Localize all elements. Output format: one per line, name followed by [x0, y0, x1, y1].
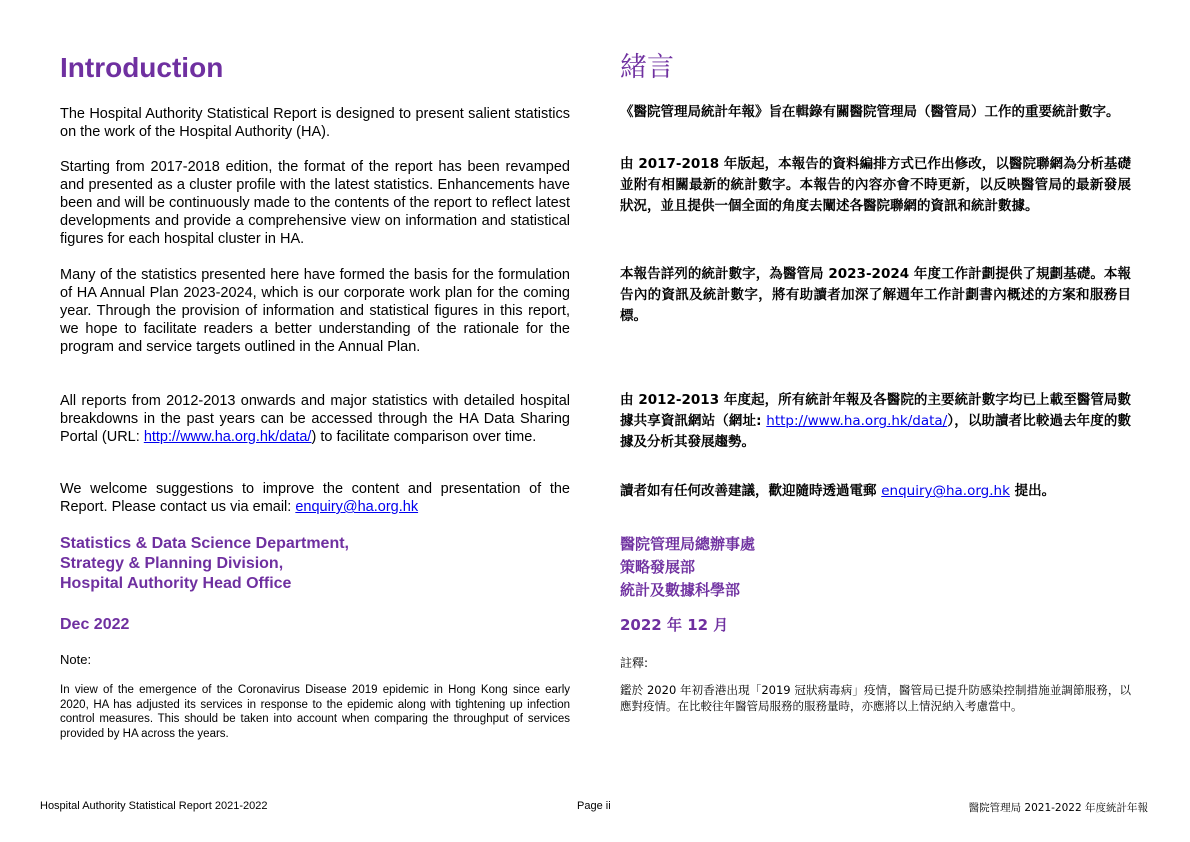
signature-line-2-chinese: 策略發展部: [620, 558, 696, 576]
english-column: [60, 48, 570, 740]
intro-paragraph-3: Many of the statistics presented here have formed the basis for the formulation of HA Annual Plan 2023-2024, which is our corporate work plan for the coming year. Through the provision of information and statistical figures in this report, we hope to facilitate readers a better understanding of the rationale for the program and service targets outlined in the Annual Plan.: [60, 267, 570, 355]
intro-paragraph-4: All reports from 2012-2013 onwards and major statistics with detailed hospital breakdowns in the past years can be accessed through the HA Data Sharing Portal (URL: http://www.ha.org.hk/data/) to facilitate comparison over time.: [60, 393, 570, 445]
intro-paragraph-5: We welcome suggestions to improve the content and presentation of the Report. Please contact us via email: enquiry@ha.org.hk: [60, 481, 570, 515]
note-text-chinese: 鑑於 2020 年初香港出現「2019 冠狀病毒病」疫情，醫管局已提升防感染控制措施並調節服務，以應對疫情。在比較往年醫管局服務的服務量時，亦應將以上情況納入考慮當中。: [620, 683, 1131, 713]
note-label-chinese: 註釋:: [620, 656, 649, 670]
intro-paragraph-4-chinese: 由 2012-2013 年度起，所有統計年報及各醫院的主要統計數字均已上載至醫管局數據共享資訊網站（網址: http://www.ha.org.hk/data/），以助讀者比較過去年度的數據及分析其發展趨勢。: [620, 392, 1131, 450]
intro-paragraph-2-chinese: 由 2017-2018 年版起，本報告的資料編排方式已作出修改，以醫院聯網為分析基礎並附有相關最新的統計數字。本報告的內容亦會不時更新，以反映醫管局的最新發展狀況，並且提供一個全面的角度去闡述各醫院聯網的資訊和統計數據。: [620, 156, 1131, 214]
page-title-chinese: 緒言: [620, 52, 674, 83]
note-label: Note:: [60, 652, 92, 667]
footer-report-name: Hospital Authority Statistical Report 2021-2022: [40, 800, 268, 812]
chinese-column: [620, 48, 1131, 713]
report-date-chinese: 2022 年 12 月: [620, 616, 729, 634]
signature-block-chinese: [620, 533, 755, 602]
intro-paragraph-2: Starting from 2017-2018 edition, the format of the report has been revamped and presented as a cluster profile with the latest statistics. Enhancements have been and will be continuously made to the contents of the report to reflect latest developments and provide a comprehensive view on information and statistical figures for each hospital cluster in HA.: [60, 159, 570, 247]
footer-report-name-chinese: 醫院管理局 2021-2022 年度統計年報: [968, 802, 1148, 814]
intro-paragraph-1-chinese: 《醫院管理局統計年報》旨在輯錄有關醫院管理局（醫管局）工作的重要統計數字。: [620, 104, 1120, 120]
note-text: In view of the emergence of the Coronavirus Disease 2019 epidemic in Hong Kong since early 2020, HA has adjusted its services in response to the epidemic along with tightening up infection control measures. This should be taken into account when comparing the throughput of services provided by HA across the years.: [60, 684, 570, 740]
signature-line-2: Strategy & Planning Division,: [60, 555, 284, 572]
enquiry-email-link-chinese[interactable]: enquiry@ha.org.hk: [881, 483, 1010, 499]
data-portal-link[interactable]: http://www.ha.org.hk/data/: [143, 429, 312, 445]
enquiry-email-link[interactable]: enquiry@ha.org.hk: [295, 499, 419, 515]
intro-paragraph-1: The Hospital Authority Statistical Report is designed to present salient statistics on the work of the Hospital Authority (HA).: [60, 106, 570, 140]
report-date: Dec 2022: [60, 616, 130, 633]
signature-line-1: Statistics & Data Science Department,: [60, 535, 349, 552]
signature-line-1-chinese: 醫院管理局總辦事處: [620, 535, 756, 553]
signature-line-3: Hospital Authority Head Office: [60, 575, 292, 592]
intro-paragraph-3-chinese: 本報告詳列的統計數字，為醫管局 2023-2024 年度工作計劃提供了規劃基礎。本報告內的資訊及統計數字，將有助讀者加深了解週年工作計劃書內概述的方案和服務目標。: [620, 266, 1131, 324]
page-title: Introduction: [60, 52, 224, 83]
data-portal-link-chinese[interactable]: http://www.ha.org.hk/data/: [766, 413, 948, 429]
intro-paragraph-5-chinese: 讀者如有任何改善建議，歡迎隨時透過電郵 enquiry@ha.org.hk 提出。: [620, 483, 1056, 499]
signature-line-3-chinese: 統計及數據科學部: [620, 581, 741, 599]
footer-page-number: Page ii: [577, 800, 611, 812]
signature-block: [60, 534, 349, 594]
